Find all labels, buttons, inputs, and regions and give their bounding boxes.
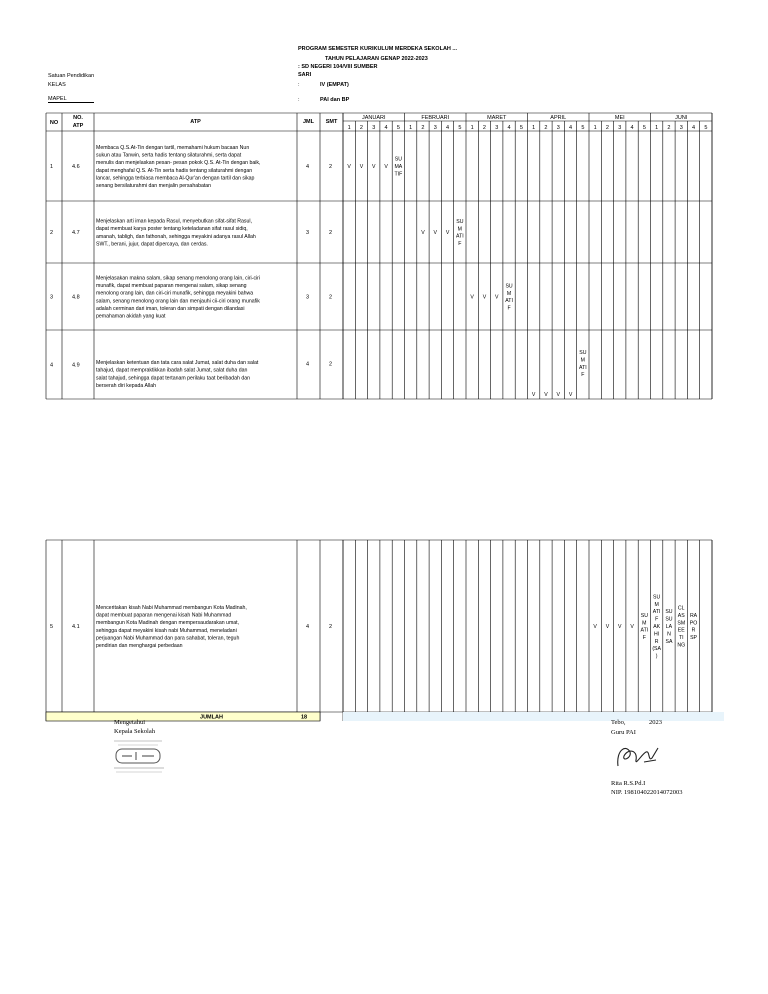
week-number: 5: [458, 125, 462, 131]
week-number: 1: [593, 125, 597, 131]
atp-description-line: salat tahajud, sehingga dapat tertanam perilaku taat beribadah dan: [96, 375, 251, 382]
checkmark-v: V: [531, 392, 536, 398]
assessment-label: F: [458, 241, 462, 248]
mapel-value: PAI dan BP: [320, 97, 350, 103]
assessment-label: EE: [677, 627, 685, 634]
atp-description-line: sukun atau Tanwin, serta hadis tentang silaturahmi, serta dapat: [96, 152, 242, 159]
assessment-label: F: [642, 635, 646, 642]
checkmark-v: V: [445, 230, 450, 236]
assessment-label: SU: [653, 594, 661, 601]
atp-description-line: dapat membuat paparan mengenai kisah Nabi Muhammad: [96, 612, 232, 619]
week-number: 4: [384, 125, 388, 131]
atp-description-line: amanah, tabligh, dan fathonah, sehingga meyakini adanya rasul Allah: [96, 233, 256, 240]
week-number: 4: [507, 125, 511, 131]
atp-description-line: SWT., berani, jujur, dapat dipercaya, dan cerdas.: [96, 241, 208, 248]
week-number: 3: [679, 125, 683, 131]
week-number: 3: [433, 125, 437, 131]
assessment-label: F: [655, 616, 659, 623]
assessment-label: SP: [690, 635, 698, 642]
week-number: 3: [556, 125, 560, 131]
assessment-label: PO: [689, 620, 698, 627]
checkmark-v: V: [433, 230, 437, 236]
checkmark-v: V: [372, 164, 376, 170]
week-number: 3: [495, 125, 499, 131]
assessment-label: R: [654, 638, 659, 645]
mapel-label: MAPEL: [48, 96, 94, 103]
header-no: NO: [49, 120, 59, 126]
checkmark-v: V: [421, 230, 425, 236]
assessment-label: SU: [665, 616, 673, 623]
atp-description-line: perjuangan Nabi Muhammad dan para sahabat, toleran, teguh: [96, 635, 240, 642]
assessment-label: ATI: [652, 609, 661, 616]
week-number: 2: [544, 125, 548, 131]
row-no: 2: [50, 230, 54, 236]
atp-description-line: tahajud, dapat mempraktikkan ibadah salat Jumat, salat duha dan: [96, 367, 248, 374]
assessment-label: R: [691, 627, 696, 634]
atp-description-line: sehingga dapat meyakini kisah nabi Muhammad, meneladani: [96, 627, 237, 634]
atp-description-line: salam, senang menolong orang lain dan menjauhi cii-ciri orang munafik: [96, 298, 260, 305]
assessment-label: TI: [678, 635, 684, 642]
kelas-value: IV (EMPAT): [320, 82, 349, 88]
atp-description-line: lancar, sehingga terbiasa membaca Al-Qur'an dengan tartil dan sikap: [96, 175, 255, 182]
jumlah-label: JUMLAH: [200, 714, 223, 721]
checkmark-v: V: [495, 294, 499, 301]
assessment-label: SM: [677, 620, 686, 627]
week-number: 3: [372, 125, 376, 131]
month-mei: MEI: [614, 115, 625, 121]
month-maret: MARET: [487, 115, 507, 121]
header-atp: ATP: [190, 119, 201, 125]
assessment-label: SU: [665, 609, 673, 616]
teacher-nip: NIP. 198104022014072003: [611, 789, 683, 796]
week-number: 2: [482, 125, 486, 131]
row-no-atp: 4.1: [72, 624, 80, 630]
row-no: 5: [50, 624, 54, 630]
checkmark-v: V: [605, 624, 610, 630]
row-no: 3: [50, 294, 54, 301]
mapel-colon: :: [298, 97, 300, 103]
row-no-atp: 4.8: [72, 294, 80, 301]
atp-description-line: menolong orang lain, dan ciri-ciri munafik, sehingga meyakini bahwa: [96, 290, 254, 297]
assessment-label: HI: [654, 631, 660, 638]
assessment-label: M: [506, 290, 512, 297]
week-number: 2: [359, 125, 363, 131]
month-juni: JUNI: [675, 115, 688, 121]
atp-description-line: menulis dan menjelaskan pesan- pesan pokok Q.S. At-Tin dengan baik,: [96, 160, 261, 167]
row-smt: 2: [329, 230, 333, 236]
checkmark-v: V: [544, 392, 548, 398]
week-number: 5: [704, 125, 708, 131]
week-number: 4: [446, 125, 450, 131]
week-number: 4: [569, 125, 573, 131]
assessment-label: SU: [640, 612, 648, 619]
week-number: 3: [618, 125, 622, 131]
week-number: 1: [409, 125, 413, 131]
assessment-label: M: [580, 357, 586, 364]
assessment-label: SU: [505, 283, 513, 290]
week-number: 1: [470, 125, 474, 131]
row-no-atp: 4.7: [72, 230, 80, 236]
satuan-label: Satuan Pendidikan: [48, 73, 95, 79]
week-number: 5: [396, 125, 400, 131]
kelas-colon: :: [298, 82, 300, 88]
row-jml: 3: [306, 230, 310, 236]
month-januari: JANUARI: [361, 115, 386, 121]
atp-description-line: pemahaman akidah yang kuat: [96, 313, 166, 320]
row-jml: 4: [306, 361, 310, 368]
header-jml: JML: [303, 119, 314, 125]
week-number: 1: [347, 125, 351, 131]
school-name: : SD NEGERI 104/VIII SUMBER: [298, 64, 378, 70]
assessment-label: RA: [689, 612, 698, 619]
month-februari: FEBRUARI: [421, 115, 450, 121]
checkmark-v: V: [618, 624, 622, 630]
week-number: 4: [692, 125, 696, 131]
assessment-label: NG: [677, 642, 686, 649]
checkmark-v: V: [347, 164, 351, 170]
week-number: 5: [642, 125, 646, 131]
kelas-label: KELAS: [48, 82, 66, 88]
assessment-label: M: [457, 226, 463, 233]
assessment-label: CL: [677, 605, 685, 612]
assessment-label: AK: [653, 624, 661, 630]
assessment-label: ATI: [640, 627, 649, 634]
checkmark-v: V: [384, 164, 388, 170]
assessment-label: SU: [394, 156, 402, 163]
row-no: 4: [50, 362, 54, 369]
row-jml: 4: [306, 624, 310, 630]
atp-description-line: membangun Kota Madinah dengan mempersaudarakan umat,: [96, 620, 240, 627]
jumlah-cell: [46, 712, 320, 721]
atp-description-line: Menceritakan kisah Nabi Muhammad membangun Kota Madinah,: [96, 605, 247, 611]
atp-description-line: adalah cerminan dari iman, toleran dan simpati dengan dilandasi: [96, 305, 245, 312]
assessment-label: N: [667, 631, 671, 638]
jumlah-value: 18: [301, 714, 308, 721]
approval-label: Mengetahui: [114, 719, 146, 726]
assessment-label: ATI: [579, 364, 587, 371]
row-smt: 2: [329, 294, 333, 301]
assessment-label: SA: [665, 638, 673, 645]
month-april: APRIL: [550, 115, 567, 121]
row-jml: 3: [306, 294, 310, 301]
week-number: 4: [630, 125, 634, 131]
checkmark-v: V: [359, 164, 364, 170]
row-smt: 2: [329, 164, 333, 170]
atp-description-line: Menjelaskan ketentuan dan tata cara salat Jumat, salat duha dan salat: [96, 360, 259, 367]
atp-description-line: senang bersilaturahmi dan menjalin persahabatan: [96, 183, 212, 189]
week-number: 1: [655, 125, 659, 131]
atp-description-line: Menjelasakan makna salam, sikap senang menolong orang lain, ciri-ciri: [96, 275, 261, 282]
row-no: 1: [50, 164, 54, 170]
header-no-atp-2: ATP: [72, 123, 84, 129]
assessment-label: (SA: [652, 646, 661, 653]
checkmark-v: V: [482, 294, 487, 301]
atp-description-line: berserah diri kepada Allah: [96, 382, 156, 389]
row-no-atp: 4.6: [72, 164, 80, 170]
assessment-label: TIF: [394, 171, 403, 178]
teacher-role: Guru PAI: [611, 729, 636, 736]
week-number: 2: [421, 125, 425, 131]
checkmark-v: V: [568, 392, 573, 398]
week-number: 1: [532, 125, 536, 131]
assessment-label: SU: [456, 218, 464, 225]
assessment-label: ATI: [456, 233, 464, 240]
checkmark-v: V: [593, 624, 597, 630]
atp-description-line: munafik, dapat membuat paparan mengenai salam, sikap senang: [96, 283, 247, 290]
checkmark-v: V: [470, 294, 474, 301]
header-no-atp: NO.: [73, 115, 83, 121]
assessment-label: SU: [579, 350, 587, 356]
school-name-cont: SARI: [298, 72, 312, 78]
assessment-label: MA: [394, 164, 403, 170]
row-smt: 2: [329, 361, 333, 368]
city-label: Tebo,: [611, 719, 626, 726]
teacher-signature: [612, 740, 662, 774]
assessment-label: ATI: [505, 298, 513, 305]
title-line-2: TAHUN PELAJARAN GENAP 2022-2023: [325, 56, 428, 62]
atp-description-line: Menjelaskan arti iman kepada Rasul, menyebutkan sifat-sifat Rasul,: [96, 218, 252, 225]
assessment-label: M: [642, 620, 647, 627]
assessment-label: AS: [677, 612, 685, 619]
week-number: 2: [667, 125, 671, 131]
row-smt: 2: [329, 624, 333, 630]
assessment-label: F: [507, 305, 511, 312]
checkmark-v: V: [556, 392, 560, 398]
school-stamp: [112, 738, 166, 778]
assessment-label: ): [655, 653, 658, 660]
jumlah-weeks-band: [343, 712, 724, 721]
assessment-label: M: [654, 601, 659, 608]
atp-description-line: dapat menghafal Q.S. At-Tin serta hadis tentang silaturahmi dengan: [96, 167, 253, 174]
row-no-atp: 4.9: [72, 362, 80, 369]
row-jml: 4: [306, 164, 310, 170]
week-number: 2: [605, 125, 609, 131]
checkmark-v: V: [630, 624, 634, 630]
title-line-1: PROGRAM SEMESTER KURIKULUM MERDEKA SEKOLAH ...: [298, 46, 457, 52]
assessment-label: F: [581, 372, 585, 379]
year-label: 2023: [649, 719, 662, 726]
headmaster-label: Kepala Sekolah: [114, 728, 155, 735]
teacher-name: Rita R.S.Pd.I: [611, 780, 646, 787]
header-smt: SMT: [325, 119, 338, 125]
assessment-label: LA: [665, 624, 673, 630]
atp-description-line: pendirian dan menghargai perbedaan: [96, 643, 183, 649]
atp-description-line: Membaca Q.S.At-Tin dengan tartil, memahami hukum bacaan Nun: [96, 145, 250, 151]
week-number: 5: [519, 125, 523, 131]
atp-description-line: dapat membuat karya poster tentang keteladanan sifat rasul sidiq,: [96, 226, 248, 233]
week-number: 5: [581, 125, 585, 131]
